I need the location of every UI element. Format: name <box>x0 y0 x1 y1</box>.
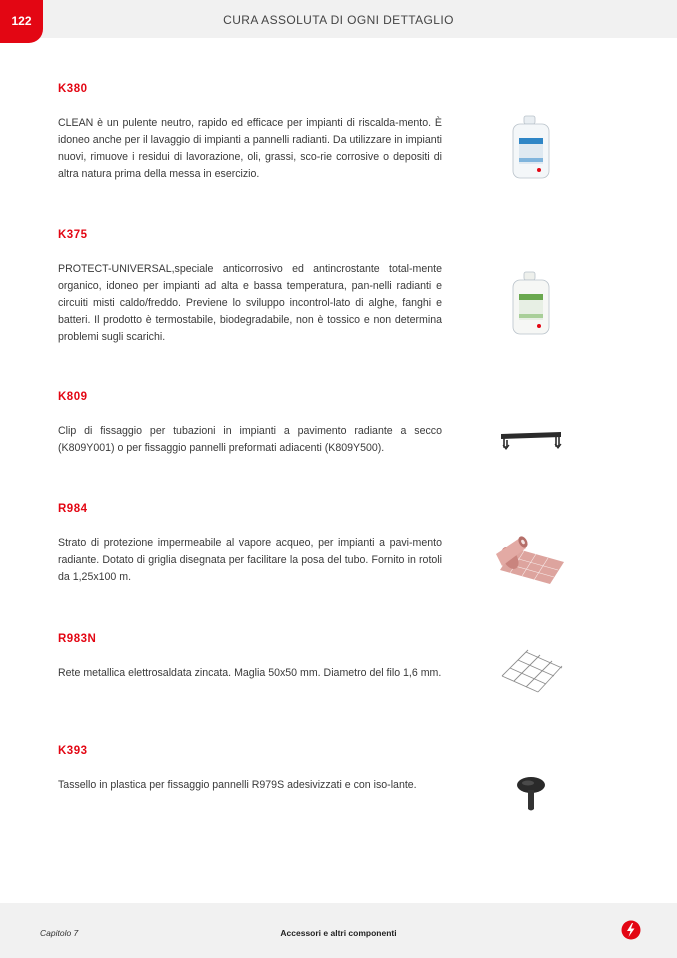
product-code: K809 <box>58 391 88 403</box>
product-k393 <box>58 745 442 794</box>
product-code: K375 <box>58 229 88 241</box>
product-code: K380 <box>58 83 88 95</box>
product-description: Strato di protezione impermeabile al vapore acqueo, per impianti a pavi-mento radiante. Dotato di griglia disegnata per facilitare la posa del tubo. Fornito in rotoli da 1,25x100 m. <box>58 537 442 583</box>
product-description: Tassello in plastica per fissaggio pannelli R979S adesivizzati e con iso-lante. <box>58 779 417 791</box>
fixing-clip-icon <box>498 428 564 452</box>
product-k380 <box>58 83 442 183</box>
product-r983n <box>58 633 442 682</box>
product-code: K393 <box>58 745 88 757</box>
product-description: PROTECT-UNIVERSAL,speciale anticorrosivo ed antincrostante total-mente organico, idoneo per impianti ad alta e bassa temperatura, pan-nelli radianti e circuiti misti caldo/freddo. Previene lo sviluppo incontrol-lato di alghe, fanghi e batteri. Il prodotto è termostabile, biodegradabile, non è tossico e non determina problemi sugli scarichi. <box>58 263 442 343</box>
product-code: R983N <box>58 633 97 645</box>
plastic-anchor-icon <box>514 776 548 812</box>
wire-mesh-icon <box>498 646 566 694</box>
product-description: Clip di fissaggio per tubazioni in impianti a pavimento radiante a secco (K809Y001) o per fissaggio pannelli preformati adiacenti (K809Y500). <box>58 425 442 454</box>
header-title: CURA ASSOLUTA DI OGNI DETTAGLIO <box>223 13 454 27</box>
footer-chapter: Capitolo 7 <box>40 928 79 938</box>
product-k809 <box>58 391 442 457</box>
product-r984 <box>58 503 442 586</box>
cleaner-bottle-icon <box>510 114 552 180</box>
page-number: 122 <box>0 0 43 43</box>
footer-section: Accessori e altri componenti <box>280 928 397 938</box>
brand-logo-icon <box>621 920 641 940</box>
protector-bottle-icon <box>510 270 552 336</box>
product-k375 <box>58 229 442 346</box>
vapor-barrier-roll-icon <box>494 534 566 586</box>
product-code: R984 <box>58 503 88 515</box>
product-description: Rete metallica elettrosaldata zincata. Maglia 50x50 mm. Diametro del filo 1,6 mm. <box>58 667 442 679</box>
product-description: CLEAN è un pulente neutro, rapido ed efficace per impianti di riscalda-mento. È idoneo anche per il lavaggio di impianti a pannelli radianti. Da utilizzare in impianti nuovi, rimuove i residui di lavorazione, oli, grassi, sco-rie corrosive o depositi di altra natura prima della messa in esercizio. <box>58 117 442 180</box>
